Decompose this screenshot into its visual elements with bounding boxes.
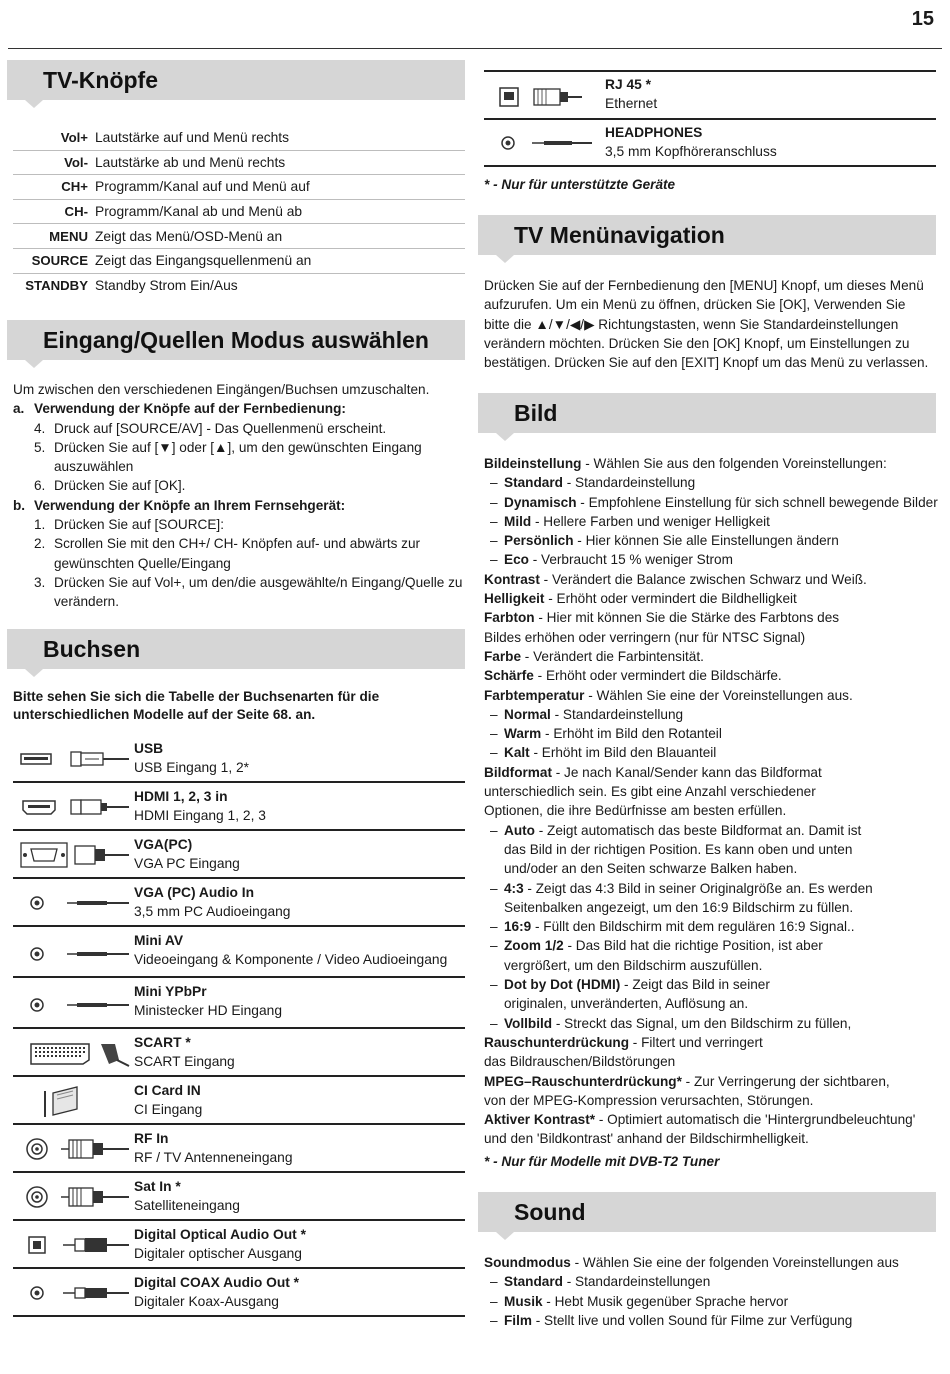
vga-connector-icon xyxy=(19,840,131,870)
list-item xyxy=(13,438,463,477)
dash-bullet: – xyxy=(490,552,498,568)
sockets-footnote: * - Nur für unterstützte Geräte xyxy=(484,177,676,192)
section-title: TV Menünavigation xyxy=(514,222,725,248)
setting-description: - Wählen Sie eine der folgenden Voreinstellungen aus xyxy=(570,1255,899,1270)
connector-name: VGA(PC) xyxy=(134,837,193,852)
setting-term: Helligkeit xyxy=(484,591,545,607)
connector-name: RJ 45 * xyxy=(605,77,652,92)
list-item xyxy=(484,975,936,994)
list-item xyxy=(13,476,463,495)
setting-description: Bildes erhöhen oder verringern (nur für NTSC Signal) xyxy=(484,629,806,645)
setting-description: das Bild in der richtigen Position. Es kann oben und unten xyxy=(504,841,853,857)
list-item xyxy=(484,473,936,492)
list-item xyxy=(484,1014,936,1033)
setting-description: - Wählen Sie aus den folgenden Voreinstellungen: xyxy=(581,456,887,471)
coax-connector-icon xyxy=(19,1278,131,1308)
section-header-sound xyxy=(478,1192,936,1232)
table-row xyxy=(13,1270,465,1317)
dash-bullet: – xyxy=(490,977,498,993)
header-notch xyxy=(496,433,514,441)
setting-description: - Verändert die Farbintensität. xyxy=(521,648,704,664)
setting-description: - Je nach Kanal/Sender kann das Bildformat xyxy=(551,764,822,780)
table-row xyxy=(13,1126,465,1173)
setting-description: - Zeigt das Bild in seiner xyxy=(620,977,770,993)
table-row xyxy=(13,151,465,176)
button-description: Zeigt das Eingangsquellenmenü an xyxy=(95,253,312,269)
step-text: Druck auf [SOURCE/AV] - Das Quellenmenü erscheint. xyxy=(54,420,387,436)
setting-description: - Standardeinstellung xyxy=(550,706,684,722)
setting-description: - Filtert und verringert xyxy=(629,1034,763,1050)
button-key: CH+ xyxy=(61,179,88,195)
table-row xyxy=(13,126,465,151)
list-item xyxy=(484,936,936,955)
setting-description: - Das Bild hat die richtige Position, ist aber xyxy=(563,938,823,954)
list-item xyxy=(484,1129,936,1148)
button-description: Programm/Kanal ab und Menü ab xyxy=(95,204,303,220)
section-header-sockets xyxy=(7,629,465,669)
list-item xyxy=(484,1311,936,1330)
jack-connector-icon xyxy=(19,990,131,1020)
text-line: bitte die ▲/▼/◀/▶ Richtungstasten, wenn Sie Standardeinstellungen xyxy=(484,316,899,332)
picture-settings-list xyxy=(484,454,936,1149)
connector-description: Ministecker HD Eingang xyxy=(134,1003,282,1018)
setting-description: - Hier können Sie alle Einstellungen ändern xyxy=(573,533,839,549)
setting-term: 4:3 xyxy=(504,880,524,896)
connector-name: HEADPHONES xyxy=(605,125,703,140)
dash-bullet: – xyxy=(490,880,498,896)
list-item xyxy=(484,1110,936,1129)
table-row xyxy=(13,249,465,274)
connector-description: SCART Eingang xyxy=(134,1054,235,1069)
table-row xyxy=(13,1030,465,1077)
list-item xyxy=(484,917,936,936)
list-heading-b xyxy=(13,496,463,515)
list-item xyxy=(13,573,463,612)
list-item xyxy=(484,840,936,859)
setting-description: - Hebt Musik gegenüber Sprache hervor xyxy=(542,1293,789,1309)
list-item xyxy=(484,821,936,840)
jack-connector-icon xyxy=(496,128,608,158)
list-marker: a. xyxy=(13,401,25,417)
list-item xyxy=(484,1033,936,1052)
list-item xyxy=(484,608,936,627)
sockets-intro: Bitte sehen Sie sich die Tabelle der Buchsenarten für die unterschiedlichen Modelle auf der Seite 68. an. xyxy=(13,689,380,722)
rj45-connector-icon xyxy=(496,82,608,112)
connector-description: Satelliteneingang xyxy=(134,1198,240,1213)
list-item xyxy=(484,1052,936,1071)
setting-term: Schärfe xyxy=(484,668,534,684)
table-row xyxy=(13,928,465,978)
list-item xyxy=(484,859,936,878)
page-number: 15 xyxy=(911,8,934,30)
setting-description: - Zur Verringerung der sichtbaren, xyxy=(681,1073,890,1089)
dash-bullet: – xyxy=(490,919,498,935)
connector-description: Digitaler optischer Ausgang xyxy=(134,1246,302,1261)
setting-term: Mild xyxy=(504,513,532,529)
table-row xyxy=(13,1222,465,1269)
list-item xyxy=(484,531,936,550)
button-key: Vol+ xyxy=(60,130,88,146)
list-heading: Verwendung der Knöpfe an Ihrem Fernsehgerät: xyxy=(34,497,346,513)
setting-term: Bildformat xyxy=(484,764,552,780)
header-notch xyxy=(25,360,43,368)
connector-name: SCART * xyxy=(134,1035,191,1050)
table-row xyxy=(484,72,936,120)
dash-bullet: – xyxy=(490,1312,498,1328)
setting-description: - Empfohlene Einstellung für sich schnell bewegende Bilder xyxy=(576,494,938,510)
table-row xyxy=(13,274,465,299)
setting-description: - Wählen Sie eine der Voreinstellungen aus. xyxy=(584,687,853,703)
button-key: CH- xyxy=(64,204,88,220)
setting-term: Farbtemperatur xyxy=(484,687,585,703)
dash-bullet: – xyxy=(490,533,498,549)
dash-bullet: – xyxy=(490,1015,498,1031)
step-number: 5. xyxy=(34,439,46,455)
list-item xyxy=(484,589,936,608)
connector-name: Mini YPbPr xyxy=(134,984,207,999)
list-item xyxy=(484,705,936,724)
step-number: 6. xyxy=(34,478,46,494)
step-text: Drücken Sie auf Vol+, um den/die ausgewählte/n Eingang/Quelle zu verändern. xyxy=(54,574,463,610)
table-row xyxy=(13,175,465,200)
setting-term: Dot by Dot (HDMI) xyxy=(504,977,621,993)
connector-name: RF In xyxy=(134,1131,169,1146)
setting-description: - Verändert die Balance zwischen Schwarz und Weiß. xyxy=(539,571,867,587)
setting-description: - Stellt live und vollen Sound für Filme zur Verfügung xyxy=(531,1312,853,1328)
section-title: Buchsen xyxy=(43,636,141,662)
button-key: SOURCE xyxy=(31,253,88,269)
setting-description: unterschiedlich sein. Es gibt eine Anzahl verschiedener xyxy=(484,784,816,800)
jack-connector-icon xyxy=(19,939,131,969)
setting-term: Kalt xyxy=(504,745,530,761)
table-row xyxy=(13,832,465,879)
list-item xyxy=(484,550,936,569)
setting-description: von der MPEG-Kompression verursachten, Störungen. xyxy=(484,1092,814,1108)
connector-description: 3,5 mm Kopfhöreranschluss xyxy=(605,144,777,159)
setting-term: Musik xyxy=(504,1293,543,1309)
dash-bullet: – xyxy=(490,475,498,491)
setting-description: - Zeigt automatisch das beste Bildformat an. Damit ist xyxy=(534,822,862,838)
ci-card-icon xyxy=(19,1083,131,1117)
section-title: Bild xyxy=(514,400,558,426)
setting-term: Persönlich xyxy=(504,533,574,549)
button-description: Programm/Kanal auf und Menü auf xyxy=(95,179,310,195)
setting-term: Farbton xyxy=(484,610,535,626)
list-heading-a xyxy=(13,399,463,418)
jack-connector-icon xyxy=(19,888,131,918)
table-row xyxy=(13,200,465,225)
list-item xyxy=(484,801,936,820)
list-item xyxy=(484,724,936,743)
button-key: MENU xyxy=(49,228,88,244)
setting-description: - Füllt den Bildschirm mit dem regulären 16:9 Signal.. xyxy=(531,919,855,935)
setting-term: Kontrast xyxy=(484,571,540,587)
list-item xyxy=(484,454,936,473)
setting-term: Warm xyxy=(504,726,542,742)
text-line: bestätigen. Drücken Sie auf den [EXIT] Knopf um das Menü zu verlassen. xyxy=(484,355,929,371)
list-item xyxy=(484,1292,936,1311)
list-marker: b. xyxy=(13,497,26,513)
table-row xyxy=(13,979,465,1029)
setting-description: - Standardeinstellungen xyxy=(562,1274,711,1290)
dash-bullet: – xyxy=(490,938,498,954)
section-header-tv-buttons xyxy=(7,60,465,100)
setting-description: - Standardeinstellung xyxy=(562,475,696,491)
setting-description: - Hellere Farben und weniger Helligkeit xyxy=(531,513,770,529)
button-description: Lautstärke auf und Menü rechts xyxy=(95,130,290,146)
list-item xyxy=(484,994,936,1013)
button-key: STANDBY xyxy=(25,278,88,294)
dash-bullet: – xyxy=(490,1293,498,1309)
setting-description: und den 'Bildkontrast' anhand der Bildschirmhelligkeit. xyxy=(484,1131,809,1147)
setting-description: vergrößert, um den Bildschirm auszufüllen. xyxy=(504,957,763,973)
list-heading: Verwendung der Knöpfe auf der Fernbedienung: xyxy=(34,401,346,417)
setting-description: - Streckt das Signal, um den Bildschirm zu füllen, xyxy=(552,1015,852,1031)
button-key: Vol- xyxy=(64,154,88,170)
usb-connector-icon xyxy=(19,744,131,774)
list-item xyxy=(484,512,936,531)
list-item xyxy=(484,628,936,647)
list-item xyxy=(484,666,936,685)
setting-description: - Optimiert automatisch die 'Hintergrundbeleuchtung' xyxy=(595,1112,916,1128)
list-item xyxy=(484,1253,936,1272)
setting-term: 16:9 xyxy=(504,919,532,935)
section-header-menu-nav xyxy=(478,215,936,255)
dash-bullet: – xyxy=(490,1274,498,1290)
list-item xyxy=(484,1272,936,1291)
list-item xyxy=(13,419,463,438)
dash-bullet: – xyxy=(490,706,498,722)
list-item xyxy=(484,782,936,801)
list-item xyxy=(484,898,936,917)
connector-name: VGA (PC) Audio In xyxy=(134,885,255,900)
setting-term: Auto xyxy=(504,822,535,838)
setting-term: Standard xyxy=(504,1274,563,1290)
list-item xyxy=(484,570,936,589)
header-notch xyxy=(25,100,43,108)
setting-term: Zoom 1/2 xyxy=(504,938,564,954)
text-line: verändern möchten. Drücken Sie den [OK] Knopf, um Einstellungen zu xyxy=(484,335,910,351)
connector-description: Digitaler Koax-Ausgang xyxy=(134,1294,279,1309)
table-row xyxy=(484,120,936,167)
connector-name: CI Card IN xyxy=(134,1083,201,1098)
connector-description: USB Eingang 1, 2* xyxy=(134,760,250,775)
header-notch xyxy=(496,1232,514,1240)
scart-connector-icon xyxy=(19,1038,131,1068)
setting-description: originalen, unveränderten, Auflösung an. xyxy=(504,996,749,1012)
hdmi-connector-icon xyxy=(19,792,131,822)
setting-term: Rauschunterdrückung xyxy=(484,1034,630,1050)
list-item xyxy=(484,956,936,975)
header-notch xyxy=(25,669,43,677)
setting-term: Standard xyxy=(504,475,563,491)
setting-description: Optionen, die ihre Bedürfnisse am besten erfüllen. xyxy=(484,803,787,819)
setting-term: Normal xyxy=(504,706,551,722)
dash-bullet: – xyxy=(490,822,498,838)
menu-nav-body xyxy=(484,276,936,372)
setting-description: - Hier mit können Sie die Stärke des Farbtons des xyxy=(534,610,840,626)
setting-term: Eco xyxy=(504,552,529,568)
setting-description: - Erhöht oder vermindert die Bildhelligkeit xyxy=(544,591,797,607)
connector-description: Videoeingang & Komponente / Video Audioeingang xyxy=(134,952,448,967)
setting-term: Vollbild xyxy=(504,1015,553,1031)
connector-description: VGA PC Eingang xyxy=(134,856,240,871)
step-number: 1. xyxy=(34,517,46,533)
dash-bullet: – xyxy=(490,745,498,761)
section-title: Eingang/Quellen Modus auswählen xyxy=(43,327,429,353)
button-description: Standby Strom Ein/Aus xyxy=(95,278,238,294)
table-row xyxy=(13,1174,465,1221)
section-header-input-mode xyxy=(7,320,465,360)
table-row xyxy=(13,736,465,783)
table-row xyxy=(13,880,465,927)
button-description: Zeigt das Menü/OSD-Menü an xyxy=(95,228,283,244)
setting-term: Aktiver Kontrast* xyxy=(484,1112,596,1128)
setting-description: - Zeigt das 4:3 Bild in seiner Originalgröße an. Es werden xyxy=(523,880,873,896)
dash-bullet: – xyxy=(490,726,498,742)
picture-footnote: * - Nur für Modelle mit DVB-T2 Tuner xyxy=(484,1154,720,1169)
step-text: Drücken Sie auf [OK]. xyxy=(54,478,186,494)
connector-name: Digital Optical Audio Out * xyxy=(134,1227,306,1242)
connector-description: RF / TV Antenneneingang xyxy=(134,1150,293,1165)
sound-settings-list xyxy=(484,1253,936,1330)
setting-description: das Bildrauschen/Bildstörungen xyxy=(484,1054,676,1070)
list-item xyxy=(484,1072,936,1091)
setting-term: Film xyxy=(504,1312,532,1328)
list-item xyxy=(484,686,936,705)
setting-term: Bildeinstellung xyxy=(484,456,582,471)
step-number: 2. xyxy=(34,536,46,552)
tv-buttons-table xyxy=(13,126,465,298)
dash-bullet: – xyxy=(490,494,498,510)
table-row xyxy=(13,224,465,249)
connector-name: Mini AV xyxy=(134,933,184,948)
text-line: Drücken Sie auf der Fernbedienung den [MENU] Knopf, um dieses Menü xyxy=(484,278,924,293)
setting-term: Farbe xyxy=(484,648,522,664)
header-notch xyxy=(496,255,514,263)
setting-description: Seitenbalken angezeigt, um den 16:9 Bildschirm zu füllen. xyxy=(504,899,854,915)
step-number: 3. xyxy=(34,574,46,590)
setting-term: MPEG–Rauschunterdrückung* xyxy=(484,1073,682,1089)
connector-name: USB xyxy=(134,741,164,756)
step-number: 4. xyxy=(34,420,46,436)
connector-name: Sat In * xyxy=(134,1179,181,1194)
step-text: Scrollen Sie mit den CH+/ CH- Knöpfen auf- und abwärts zur gewünschten Quelle/Eingang xyxy=(54,536,421,571)
optical-connector-icon xyxy=(19,1230,131,1260)
list-item xyxy=(484,647,936,666)
connector-name: HDMI 1, 2, 3 in xyxy=(134,789,228,804)
connector-name: Digital COAX Audio Out * xyxy=(134,1275,300,1290)
connector-description: 3,5 mm PC Audioeingang xyxy=(134,904,291,919)
list-item xyxy=(13,534,463,573)
intro-text: Um zwischen den verschiedenen Eingängen/Buchsen umzuschalten. xyxy=(13,382,430,397)
rf-connector-icon xyxy=(19,1182,131,1212)
top-rule xyxy=(8,48,942,49)
list-item xyxy=(13,515,463,534)
setting-description: - Verbraucht 15 % weniger Strom xyxy=(528,552,733,568)
table-row xyxy=(13,784,465,831)
setting-description: und/oder an den Seiten schwarze Balken haben. xyxy=(504,861,798,877)
list-item xyxy=(484,493,936,512)
list-item xyxy=(484,1091,936,1110)
connector-description: HDMI Eingang 1, 2, 3 xyxy=(134,808,266,823)
step-text: Drücken Sie auf [▼] oder [▲], um den gewünschten Eingang auszuwählen xyxy=(54,439,422,475)
step-text: Drücken Sie auf [SOURCE]: xyxy=(54,517,224,533)
table-row xyxy=(13,1078,465,1125)
setting-term: Soundmodus xyxy=(484,1255,571,1270)
connector-description: CI Eingang xyxy=(134,1102,203,1117)
setting-term: Dynamisch xyxy=(504,494,577,510)
setting-description: - Erhöht oder vermindert die Bildschärfe. xyxy=(533,668,782,684)
input-mode-body xyxy=(13,380,463,612)
text-line: aufzurufen. Um ein Menü zu öffnen, drücken Sie [OK], Verwenden Sie xyxy=(484,297,906,313)
rf-connector-icon xyxy=(19,1134,131,1164)
setting-description: - Erhöht im Bild den Blauanteil xyxy=(529,745,717,761)
list-item xyxy=(484,879,936,898)
section-header-picture xyxy=(478,393,936,433)
setting-description: - Erhöht im Bild den Rotanteil xyxy=(541,726,722,742)
button-description: Lautstärke ab und Menü rechts xyxy=(95,154,286,170)
section-title: Sound xyxy=(514,1199,586,1225)
list-item xyxy=(484,743,936,762)
connector-description: Ethernet xyxy=(605,96,658,111)
section-title: TV-Knöpfe xyxy=(43,67,158,93)
dash-bullet: – xyxy=(490,513,498,529)
list-item xyxy=(484,763,936,782)
